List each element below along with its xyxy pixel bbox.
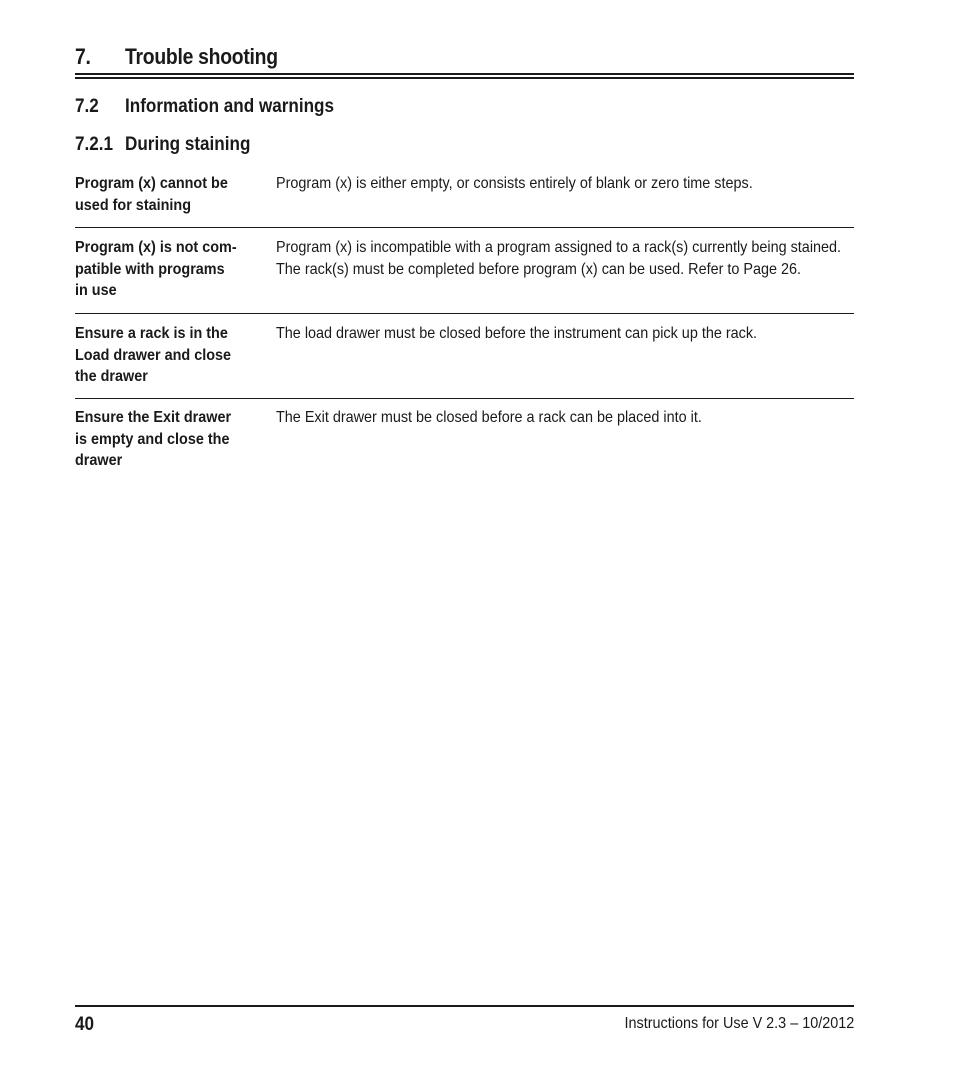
message-label: Program (x) is not com-patible with programs in use [75,239,237,299]
message-row [75,314,854,399]
section-number: 7.2 [75,96,99,117]
message-row [75,166,854,228]
message-table [75,166,854,484]
message-row [75,399,854,484]
footer-rule [75,1005,854,1007]
message-description: The load drawer must be closed before the instrument can pick up the rack. [276,325,758,342]
message-label: Ensure a rack is in the Load drawer and close the drawer [75,325,232,385]
subsection-number: 7.2.1 [75,134,114,155]
chapter-title: Trouble shooting [125,44,278,69]
message-description: Program (x) is either empty, or consists entirely of blank or zero time steps. [276,175,753,192]
message-description: Program (x) is incompatible with a program assigned to a rack(s) currently being stained. The rack(s) must be completed before program (x) can be used. Refer to Page 26. [276,239,842,278]
subsection-title: During staining [125,134,251,155]
footer-document-info: Instructions for Use V 2.3 – 10/2012 [624,1015,854,1032]
message-row [75,228,854,314]
message-label: Ensure the Exit drawer is empty and close the drawer [75,409,232,469]
manual-page [75,0,854,1080]
section-title: Information and warnings [125,96,335,117]
chapter-rule-top [75,73,854,75]
chapter-rule-bottom [75,77,854,79]
message-label: Program (x) cannot be used for staining [75,175,228,214]
page-number: 40 [75,1014,95,1035]
chapter-heading [75,44,854,74]
message-description: The Exit drawer must be closed before a rack can be placed into it. [276,409,702,426]
chapter-number: 7. [75,44,91,69]
